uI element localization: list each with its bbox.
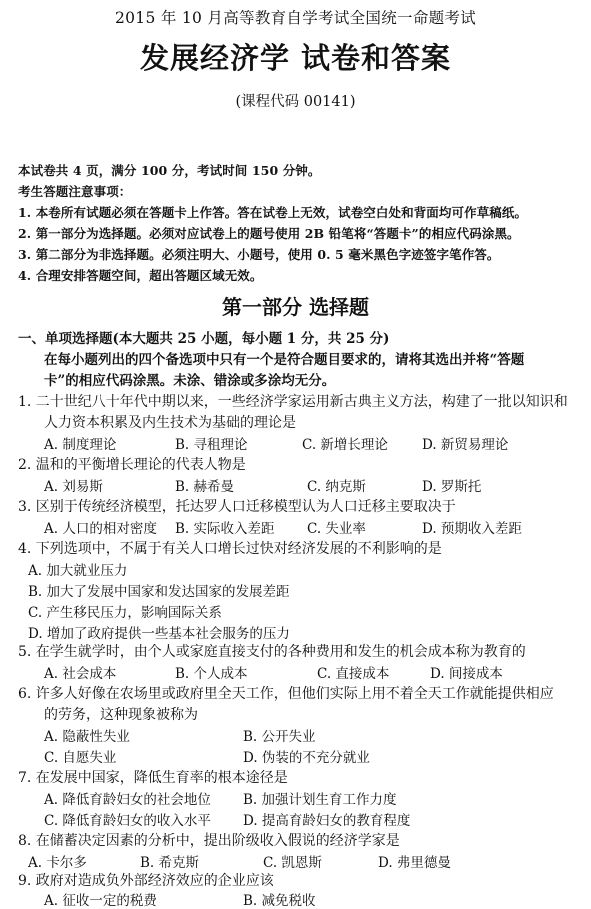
answer-option: D. 增加了政府提供一些基本社会服务的压力 xyxy=(28,626,290,642)
answer-option: D. 伪装的不充分就业 xyxy=(243,750,370,766)
answer-option: C. 新增长理论 xyxy=(302,437,388,453)
answer-option: A. 制度理论 xyxy=(44,437,117,453)
answer-option: B. 减免税收 xyxy=(243,893,316,909)
answer-option: D. 提高育龄妇女的教育程度 xyxy=(243,813,411,829)
answer-option: A. 人口的相对密度 xyxy=(44,521,157,537)
answer-option: A. 卡尔多 xyxy=(28,855,87,871)
answer-option: D. 间接成本 xyxy=(430,666,503,682)
answer-option: B. 公开失业 xyxy=(243,729,316,745)
question-stem-continued: 的劳务，这种现象被称为 xyxy=(44,707,198,723)
answer-option: B. 加强计划生育工作力度 xyxy=(243,792,397,808)
section-header: 一、单项选择题(本大题共 25 小题，每小题 1 分，共 25 分) xyxy=(18,331,390,347)
answer-option: A. 隐蔽性失业 xyxy=(44,729,130,745)
section-instruction-line: 在每小题列出的四个备选项中只有一个是符合题目要求的，请将其选出并将“答题 xyxy=(44,352,525,368)
answer-option: B. 希克斯 xyxy=(140,855,200,871)
question-stem: 8. 在储蓄决定因素的分析中，提出阶级收入假说的经济学家是 xyxy=(18,833,400,849)
answer-option: A. 加大就业压力 xyxy=(28,563,128,579)
answer-option: C. 纳克斯 xyxy=(307,479,366,495)
part-one-title: 第一部分 选择题 xyxy=(222,295,369,319)
question-stem-continued: 人力资本积累及内生技术为基础的理论是 xyxy=(44,415,296,431)
answer-option: B. 赫希曼 xyxy=(175,479,235,495)
note-item: 4. 合理安排答题空间，超出答题区域无效。 xyxy=(18,268,263,283)
question-stem: 4. 下列选项中，不属于有关人口增长过快对经济发展的不利影响的是 xyxy=(18,541,442,557)
question-stem: 7. 在发展中国家，降低生育率的根本途径是 xyxy=(18,770,288,786)
question-stem: 1. 二十世纪八十年代中期以来，一些经济学家运用新古典主义方法，构建了一批以知识和 xyxy=(18,394,568,410)
question-stem: 3. 区别于传统经济模型，托达罗人口迁移模型认为人口迁移主要取决于 xyxy=(18,499,456,515)
answer-option: B. 实际收入差距 xyxy=(175,521,275,537)
answer-option: D. 预期收入差距 xyxy=(422,521,522,537)
answer-option: C. 降低育龄妇女的收入水平 xyxy=(44,813,211,829)
question-stem: 5. 在学生就学时，由个人或家庭直接支付的各种费用和发生的机会成本称为教育的 xyxy=(18,644,526,660)
course-code: (课程代码 00141) xyxy=(235,94,356,110)
answer-option: C. 凯恩斯 xyxy=(263,855,322,871)
exam-header-line: 2015 年 10 月高等教育自学考试全国统一命题考试 xyxy=(114,9,477,27)
answer-option: A. 社会成本 xyxy=(44,666,117,682)
question-stem: 9. 政府对造成负外部经济效应的企业应该 xyxy=(18,873,274,889)
answer-option: D. 弗里德曼 xyxy=(378,855,451,871)
answer-option: D. 罗斯托 xyxy=(422,479,482,495)
answer-option: B. 加大了发展中国家和发达国家的发展差距 xyxy=(28,584,290,600)
document-title: 发展经济学 试卷和答案 xyxy=(139,41,452,75)
answer-option: B. 个人成本 xyxy=(175,666,248,682)
answer-option: B. 寻租理论 xyxy=(175,437,248,453)
note-item: 3. 第二部分为非选择题。必须注明大、小题号，使用 0. 5 毫米黑色字迹签字笔作答。 xyxy=(18,247,500,262)
answer-option: C. 自愿失业 xyxy=(44,750,117,766)
question-stem: 6. 许多人好像在农场里或政府里全天工作，但他们实际上用不着全天工作就能提供相应 xyxy=(18,686,554,702)
section-instruction-line: 卡”的相应代码涂黑。未涂、错涂或多涂均无分。 xyxy=(44,373,336,389)
note-item: 1. 本卷所有试题必须在答题卡上作答。答在试卷上无效，试卷空白处和背面均可作草稿纸。 xyxy=(18,205,528,220)
exam-info-line: 本试卷共 4 页，满分 100 分，考试时间 150 分钟。 xyxy=(18,163,321,178)
note-item: 2. 第一部分为选择题。必须对应试卷上的题号使用 2B 铅笔将“答题卡”的相应代码涂黑。 xyxy=(18,226,520,241)
question-stem: 2. 温和的平衡增长理论的代表人物是 xyxy=(18,457,246,473)
notes-heading: 考生答题注意事项： xyxy=(18,184,132,199)
answer-option: A. 刘易斯 xyxy=(44,479,103,495)
answer-option: D. 新贸易理论 xyxy=(422,437,509,453)
answer-option: C. 失业率 xyxy=(307,521,366,537)
answer-option: C. 直接成本 xyxy=(317,666,390,682)
answer-option: A. 征收一定的税费 xyxy=(44,893,157,909)
answer-option: C. 产生移民压力，影响国际关系 xyxy=(28,605,222,621)
answer-option: A. 降低育龄妇女的社会地位 xyxy=(44,792,211,808)
